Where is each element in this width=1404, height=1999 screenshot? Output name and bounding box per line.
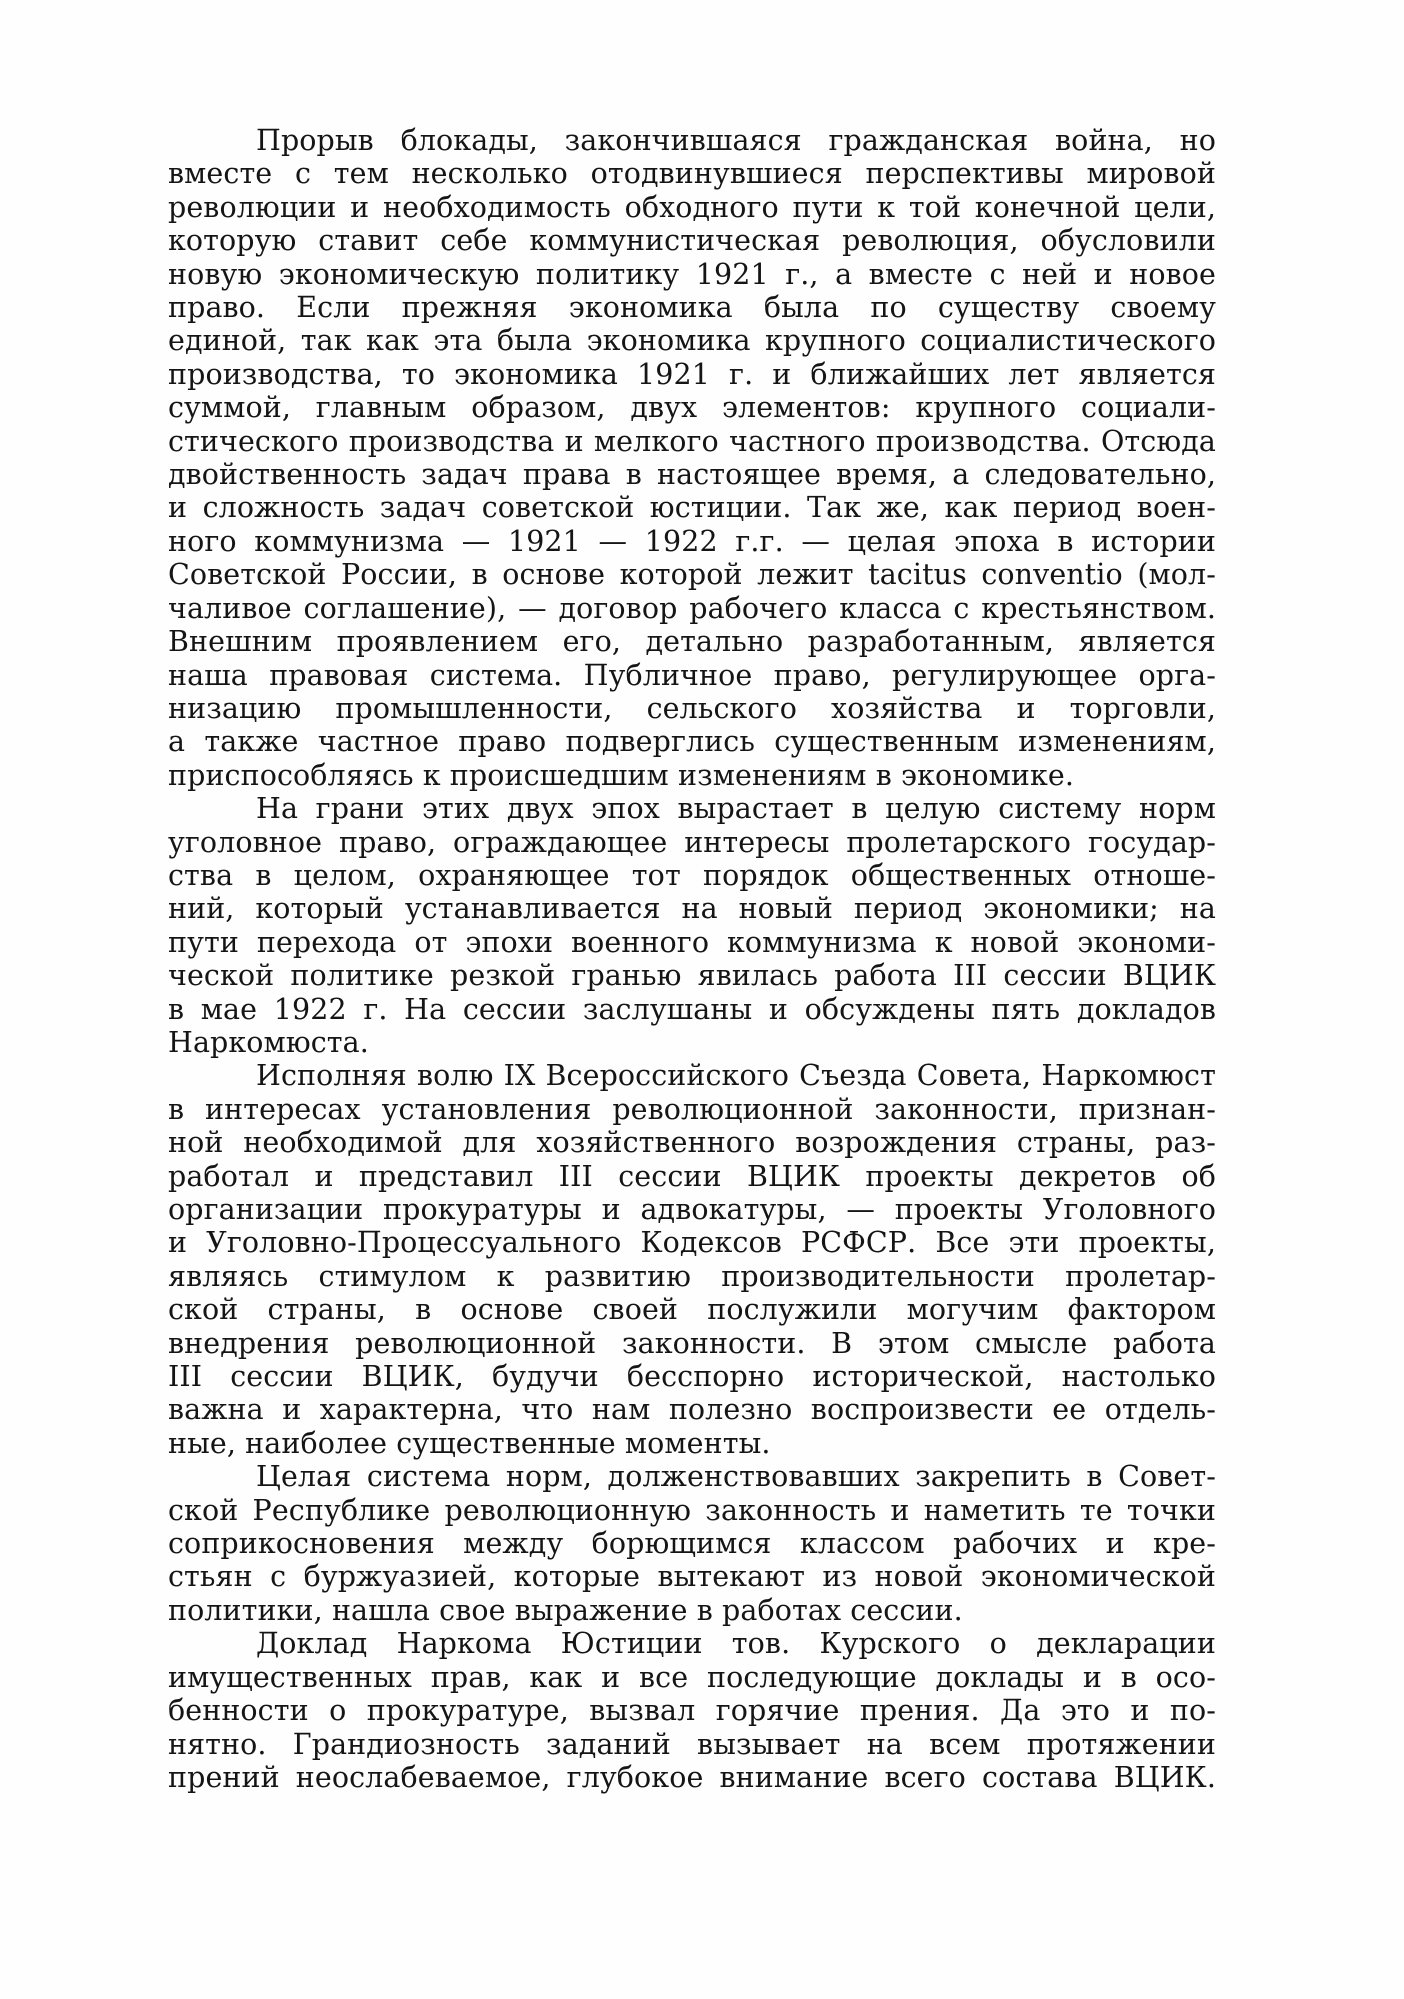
text-line: ного коммунизма — 1921 — 1922 г.г. — целая эпоха в истории	[168, 524, 1216, 558]
text-line: а также частное право подверглись существенным изменениям,	[168, 725, 1216, 759]
text-line: нятно. Грандиозность заданий вызывает на всем протяжении	[168, 1727, 1216, 1761]
text-line: стического производства и мелкого частного производства. Отсюда	[168, 424, 1216, 458]
text-line: в мае 1922 г. На сессии заслушаны и обсуждены пять докладов	[168, 992, 1216, 1026]
text-line: Советской России, в основе которой лежит tacitus conventio (мол-	[168, 558, 1216, 592]
text-line: На грани этих двух эпох вырастает в целую систему норм	[256, 792, 1216, 826]
text-line: чаливое соглашение), — договор рабочего класса с крестьянством.	[168, 591, 1216, 625]
text-line: III сессии ВЦИК, будучи бесспорно исторической, настолько	[168, 1360, 1216, 1394]
text-line: право. Если прежняя экономика была по существу своему	[168, 291, 1216, 325]
text-line: низацию промышленности, сельского хозяйства и торговли,	[168, 691, 1216, 725]
text-line: стьян с буржуазией, которые вытекают из новой экономической	[168, 1560, 1216, 1594]
text-line: Исполняя волю IX Всероссийского Съезда Совета, Наркомюст	[256, 1059, 1216, 1093]
text-line: ные, наиболее существенные моменты.	[168, 1426, 771, 1460]
text-line: и Уголовно-Процессуального Кодексов РСФСР. Все эти проекты,	[168, 1226, 1216, 1260]
text-line: политики, нашла свое выражение в работах сессии.	[168, 1593, 963, 1627]
text-line: новую экономическую политику 1921 г., а вместе с ней и новое	[168, 257, 1216, 291]
text-line: суммой, главным образом, двух элементов: крупного социали-	[168, 391, 1216, 425]
text-line: ной необходимой для хозяйственного возрождения страны, раз-	[168, 1126, 1216, 1160]
text-line: имущественных прав, как и все последующие доклады и в осо-	[168, 1660, 1216, 1694]
paragraph-3	[168, 1059, 1216, 1460]
text-line: важна и характерна, что нам полезно воспроизвести ее отдель-	[168, 1393, 1216, 1427]
text-line: ческой политике резкой гранью явилась работа III сессии ВЦИК	[168, 959, 1216, 993]
text-line: Прорыв блокады, закончившаяся гражданская война, но	[256, 124, 1216, 157]
text-line: бенности о прокуратуре, вызвал горячие прения. Да это и по-	[168, 1694, 1216, 1728]
text-line: ства в целом, охраняющее тот порядок общественных отноше-	[168, 858, 1216, 892]
text-line: единой, так как эта была экономика крупного социалистического	[168, 324, 1216, 358]
paragraph-4	[168, 1460, 1216, 1627]
text-line: ской страны, в основе своей послужили могучим фактором	[168, 1293, 1216, 1327]
text-line: внедрения революционной законности. В этом смысле работа	[168, 1326, 1216, 1360]
text-line: пути перехода от эпохи военного коммунизма к новой экономи-	[168, 925, 1216, 959]
text-line: которую ставит себе коммунистическая революция, обусловили	[168, 224, 1216, 258]
text-line: ской Республике революционную законность и наметить те точки	[168, 1493, 1216, 1527]
text-line: Внешним проявлением его, детально разработанным, является	[168, 625, 1216, 659]
paragraph-5	[168, 1627, 1216, 1794]
paragraph-1	[168, 124, 1216, 792]
paragraph-2	[168, 792, 1216, 1059]
text-line: организации прокуратуры и адвокатуры, — проекты Уголовного	[168, 1193, 1216, 1226]
text-line: прений неослабеваемое, глубокое внимание всего состава ВЦИК.	[168, 1760, 1216, 1794]
text-line: работал и представил III сессии ВЦИК проекты декретов об	[168, 1159, 1216, 1193]
text-line: революции и необходимость обходного пути к той конечной цели,	[168, 190, 1216, 224]
text-line: являясь стимулом к развитию производительности пролетар-	[168, 1259, 1216, 1293]
text-line: производства, то экономика 1921 г. и ближайших лет является	[168, 357, 1216, 391]
text-line: и сложность задач советской юстиции. Так же, как период воен-	[168, 491, 1216, 525]
text-line: Целая система норм, долженствовавших закрепить в Совет-	[256, 1460, 1216, 1494]
text-line: ний, который устанавливается на новый период экономики; на	[168, 892, 1216, 926]
text-line: уголовное право, ограждающее интересы пролетарского государ-	[168, 825, 1216, 859]
text-line: соприкосновения между борющимся классом рабочих и кре-	[168, 1527, 1216, 1561]
text-line: Наркомюста.	[168, 1025, 369, 1059]
text-line: приспособляясь к происшедшим изменениям в экономике.	[168, 758, 1075, 792]
text-line: в интересах установления революционной законности, признан-	[168, 1092, 1216, 1126]
text-line: вместе с тем несколько отодвинувшиеся перспективы мировой	[168, 157, 1216, 191]
text-line: наша правовая система. Публичное право, регулирующее орга-	[168, 658, 1216, 692]
body-text	[168, 124, 1216, 1794]
text-line: Доклад Наркома Юстиции тов. Курского о декларации	[256, 1627, 1216, 1661]
text-line: двойственность задач права в настоящее время, а следовательно,	[168, 458, 1216, 492]
